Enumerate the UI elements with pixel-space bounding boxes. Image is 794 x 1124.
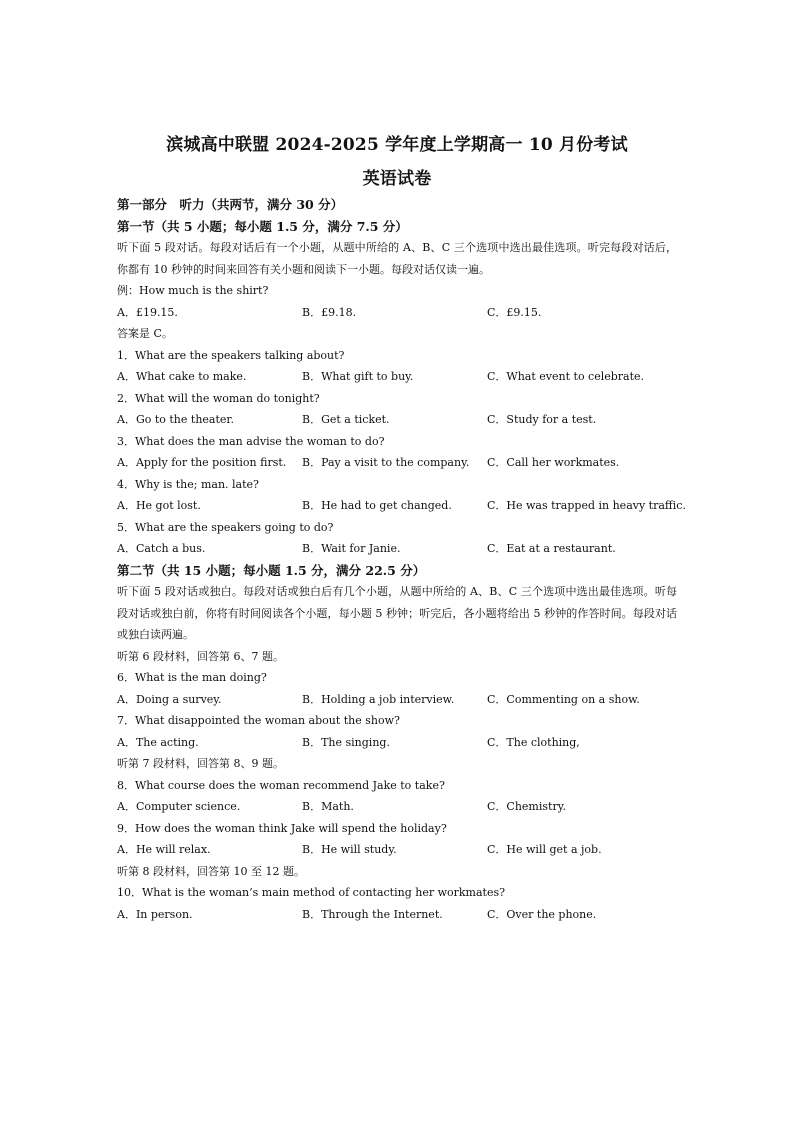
option-c: C．Commenting on a show. — [487, 692, 640, 706]
section2-instructions: 听下面 5 段对话或独白。每段对话或独白后有几个小题，从题中所给的 A、B、C 三个选项中选出最佳选项。听每段对话或独白前，你将有时间阅读各个小题，每小题 5 秒钟；听完后，各小题将给出 5 秒钟的作答时间。每段对话或独白读两遍。 — [117, 585, 677, 641]
example-options — [117, 302, 677, 324]
material-8-note: 听第 8 段材料，回答第 10 至 12 题。 — [117, 864, 305, 878]
option-b: B．Math. — [302, 800, 354, 813]
example-question: 例：How much is the shirt? — [117, 284, 269, 297]
question-6-options — [117, 689, 677, 711]
exam-subtitle: 英语试卷 — [362, 169, 432, 189]
question-4: 4．Why is the; man. late? — [117, 477, 259, 491]
part1-heading: 第一部分 听力（共两节，满分 30 分） — [117, 197, 344, 212]
option-a: A．Doing a survey. — [117, 692, 222, 706]
question-1-options — [117, 366, 677, 388]
question-3-options — [117, 452, 677, 474]
option-a: A．Go to the theater. — [117, 413, 234, 426]
option-b: B．Through the Internet. — [302, 907, 443, 921]
question-6: 6．What is the man doing? — [117, 671, 267, 684]
question-8: 8．What course does the woman recommend Jake to take? — [117, 778, 445, 792]
option-a: A．Catch a bus. — [117, 542, 206, 555]
material-7-note: 听第 7 段材料，回答第 8、9 题。 — [117, 757, 284, 770]
material-6-note: 听第 6 段材料，回答第 6、7 题。 — [117, 649, 284, 663]
option-a: A．Computer science. — [117, 800, 241, 813]
option-c: C．£9.15. — [487, 305, 542, 319]
option-a: A．He got lost. — [117, 499, 201, 512]
option-b: B．Pay a visit to the company. — [302, 456, 470, 469]
option-c: C．He will get a job. — [487, 843, 602, 856]
option-b: B．Get a ticket. — [302, 413, 390, 426]
question-10-options — [117, 904, 677, 926]
section1-instructions: 听下面 5 段对话。每段对话后有一个小题，从题中所给的 A、B、C 三个选项中选出最佳选项。听完每段对话后，你都有 10 秒钟的时间来回答有关小题和阅读下一小题。每段对话仅读一遍。 — [117, 241, 677, 276]
question-7: 7．What disappointed the woman about the show? — [117, 714, 400, 727]
option-c: C．Study for a test. — [487, 413, 597, 426]
option-b: B．He had to get changed. — [302, 499, 452, 512]
option-c: C．Call her workmates. — [487, 456, 620, 469]
question-1: 1．What are the speakers talking about? — [117, 348, 345, 362]
option-c: C．Chemistry. — [487, 800, 566, 813]
question-9: 9．How does the woman think Jake will spend the holiday? — [117, 821, 447, 835]
option-a: A．He will relax. — [117, 843, 211, 856]
question-4-options — [117, 495, 686, 517]
exam-title: 滨城高中联盟 2024-2025 学年度上学期高一 10 月份考试 — [166, 135, 628, 155]
question-5: 5．What are the speakers going to do? — [117, 520, 334, 534]
option-c: C．The clothing, — [487, 735, 580, 749]
option-a: A．Apply for the position first. — [117, 456, 287, 469]
option-b: B．Wait for Janie. — [302, 542, 401, 555]
question-9-options — [117, 839, 677, 861]
question-10: 10．What is the woman’s main method of contacting her workmates? — [117, 886, 506, 899]
option-a: A．£19.15. — [117, 305, 178, 319]
option-b: B．He will study. — [302, 843, 397, 856]
option-a: A．What cake to make. — [117, 370, 247, 383]
question-3: 3．What does the man advise the woman to do? — [117, 434, 385, 448]
section2-heading: 第二节（共 15 小题；每小题 1.5 分，满分 22.5 分） — [117, 562, 426, 578]
option-b: B．The singing. — [302, 735, 390, 749]
option-a: A．The acting. — [117, 735, 199, 749]
option-b: B．Holding a job interview. — [302, 692, 455, 706]
option-a: A．In person. — [117, 907, 193, 921]
option-c: C．What event to celebrate. — [487, 370, 645, 383]
question-7-options — [117, 732, 677, 754]
question-2: 2．What will the woman do tonight? — [117, 391, 320, 405]
question-8-options — [117, 796, 677, 818]
section1-heading: 第一节（共 5 小题；每小题 1.5 分，满分 7.5 分） — [117, 218, 408, 234]
example-answer: 答案是 C。 — [117, 327, 173, 340]
exam-body — [117, 194, 686, 925]
option-b: B．What gift to buy. — [302, 370, 414, 383]
option-b: B．£9.18. — [302, 305, 357, 319]
question-5-options — [117, 538, 677, 560]
option-c: C．He was trapped in heavy traffic. — [487, 499, 686, 512]
option-c: C．Eat at a restaurant. — [487, 542, 616, 555]
question-2-options — [117, 409, 677, 431]
option-c: C．Over the phone. — [487, 907, 597, 921]
